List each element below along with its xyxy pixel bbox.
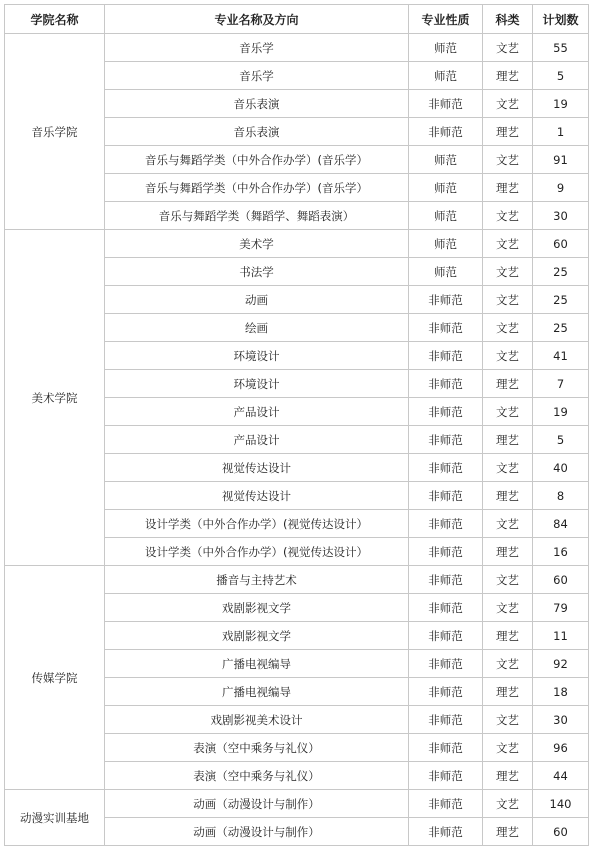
table-row <box>5 230 589 258</box>
category-cell: 文艺 <box>483 202 533 230</box>
nature-cell: 非师范 <box>409 510 483 538</box>
category-cell: 文艺 <box>483 566 533 594</box>
nature-cell: 非师范 <box>409 314 483 342</box>
college-name-cell: 音乐学院 <box>5 34 105 230</box>
quota-cell: 19 <box>533 398 589 426</box>
major-cell: 绘画 <box>105 314 409 342</box>
category-cell: 文艺 <box>483 510 533 538</box>
header-nature: 专业性质 <box>409 5 483 34</box>
header-category: 科类 <box>483 5 533 34</box>
quota-cell: 41 <box>533 342 589 370</box>
table-body <box>5 34 589 846</box>
header-major: 专业名称及方向 <box>105 5 409 34</box>
category-cell: 文艺 <box>483 258 533 286</box>
table-row <box>5 566 589 594</box>
header-quota: 计划数 <box>533 5 589 34</box>
major-cell: 表演（空中乘务与礼仪） <box>105 734 409 762</box>
major-cell: 表演（空中乘务与礼仪） <box>105 762 409 790</box>
nature-cell: 非师范 <box>409 622 483 650</box>
nature-cell: 非师范 <box>409 762 483 790</box>
nature-cell: 师范 <box>409 34 483 62</box>
nature-cell: 非师范 <box>409 594 483 622</box>
header-row <box>5 5 589 34</box>
category-cell: 理艺 <box>483 426 533 454</box>
quota-cell: 92 <box>533 650 589 678</box>
nature-cell: 非师范 <box>409 426 483 454</box>
major-cell: 广播电视编导 <box>105 650 409 678</box>
quota-cell: 55 <box>533 34 589 62</box>
major-cell: 美术学 <box>105 230 409 258</box>
category-cell: 理艺 <box>483 370 533 398</box>
nature-cell: 非师范 <box>409 398 483 426</box>
major-cell: 音乐与舞蹈学类（中外合作办学）(音乐学） <box>105 174 409 202</box>
nature-cell: 师范 <box>409 258 483 286</box>
major-cell: 动画 <box>105 286 409 314</box>
quota-cell: 8 <box>533 482 589 510</box>
table-header <box>5 5 589 34</box>
nature-cell: 非师范 <box>409 90 483 118</box>
table-row <box>5 790 589 818</box>
major-cell: 戏剧影视文学 <box>105 594 409 622</box>
nature-cell: 师范 <box>409 230 483 258</box>
major-cell: 音乐表演 <box>105 90 409 118</box>
category-cell: 文艺 <box>483 594 533 622</box>
nature-cell: 非师范 <box>409 706 483 734</box>
category-cell: 理艺 <box>483 62 533 90</box>
major-cell: 动画（动漫设计与制作） <box>105 790 409 818</box>
major-cell: 视觉传达设计 <box>105 454 409 482</box>
category-cell: 理艺 <box>483 118 533 146</box>
category-cell: 文艺 <box>483 734 533 762</box>
major-cell: 音乐学 <box>105 34 409 62</box>
nature-cell: 非师范 <box>409 118 483 146</box>
major-cell: 音乐表演 <box>105 118 409 146</box>
major-cell: 音乐与舞蹈学类（舞蹈学、舞蹈表演） <box>105 202 409 230</box>
college-name-cell: 传媒学院 <box>5 566 105 790</box>
quota-cell: 91 <box>533 146 589 174</box>
nature-cell: 非师范 <box>409 566 483 594</box>
major-cell: 动画（动漫设计与制作） <box>105 818 409 846</box>
category-cell: 文艺 <box>483 650 533 678</box>
major-cell: 产品设计 <box>105 398 409 426</box>
nature-cell: 非师范 <box>409 342 483 370</box>
quota-cell: 60 <box>533 566 589 594</box>
quota-cell: 30 <box>533 706 589 734</box>
quota-cell: 25 <box>533 258 589 286</box>
nature-cell: 非师范 <box>409 818 483 846</box>
quota-cell: 30 <box>533 202 589 230</box>
quota-cell: 7 <box>533 370 589 398</box>
nature-cell: 非师范 <box>409 650 483 678</box>
quota-cell: 18 <box>533 678 589 706</box>
quota-cell: 25 <box>533 314 589 342</box>
college-name-cell: 美术学院 <box>5 230 105 566</box>
nature-cell: 非师范 <box>409 734 483 762</box>
nature-cell: 非师范 <box>409 286 483 314</box>
category-cell: 文艺 <box>483 286 533 314</box>
header-college: 学院名称 <box>5 5 105 34</box>
nature-cell: 非师范 <box>409 790 483 818</box>
major-cell: 戏剧影视文学 <box>105 622 409 650</box>
quota-cell: 79 <box>533 594 589 622</box>
major-cell: 音乐学 <box>105 62 409 90</box>
major-cell: 设计学类（中外合作办学）(视觉传达设计） <box>105 510 409 538</box>
nature-cell: 师范 <box>409 146 483 174</box>
category-cell: 理艺 <box>483 622 533 650</box>
category-cell: 文艺 <box>483 790 533 818</box>
major-cell: 书法学 <box>105 258 409 286</box>
category-cell: 理艺 <box>483 678 533 706</box>
nature-cell: 非师范 <box>409 678 483 706</box>
major-cell: 视觉传达设计 <box>105 482 409 510</box>
category-cell: 理艺 <box>483 482 533 510</box>
major-cell: 戏剧影视美术设计 <box>105 706 409 734</box>
quota-cell: 25 <box>533 286 589 314</box>
table-row <box>5 34 589 62</box>
nature-cell: 师范 <box>409 62 483 90</box>
nature-cell: 非师范 <box>409 538 483 566</box>
nature-cell: 非师范 <box>409 370 483 398</box>
nature-cell: 师范 <box>409 202 483 230</box>
major-cell: 环境设计 <box>105 342 409 370</box>
quota-cell: 11 <box>533 622 589 650</box>
category-cell: 文艺 <box>483 314 533 342</box>
quota-cell: 140 <box>533 790 589 818</box>
quota-cell: 84 <box>533 510 589 538</box>
quota-cell: 19 <box>533 90 589 118</box>
category-cell: 理艺 <box>483 762 533 790</box>
college-name-cell: 动漫实训基地 <box>5 790 105 846</box>
category-cell: 文艺 <box>483 34 533 62</box>
nature-cell: 非师范 <box>409 454 483 482</box>
category-cell: 理艺 <box>483 538 533 566</box>
category-cell: 文艺 <box>483 398 533 426</box>
major-cell: 环境设计 <box>105 370 409 398</box>
major-cell: 音乐与舞蹈学类（中外合作办学）(音乐学） <box>105 146 409 174</box>
quota-cell: 5 <box>533 62 589 90</box>
major-cell: 设计学类（中外合作办学）(视觉传达设计） <box>105 538 409 566</box>
quota-cell: 40 <box>533 454 589 482</box>
quota-cell: 9 <box>533 174 589 202</box>
major-cell: 播音与主持艺术 <box>105 566 409 594</box>
quota-cell: 5 <box>533 426 589 454</box>
nature-cell: 非师范 <box>409 482 483 510</box>
major-cell: 广播电视编导 <box>105 678 409 706</box>
category-cell: 理艺 <box>483 174 533 202</box>
quota-cell: 60 <box>533 818 589 846</box>
quota-cell: 1 <box>533 118 589 146</box>
nature-cell: 师范 <box>409 174 483 202</box>
category-cell: 文艺 <box>483 454 533 482</box>
category-cell: 文艺 <box>483 90 533 118</box>
major-cell: 产品设计 <box>105 426 409 454</box>
quota-cell: 96 <box>533 734 589 762</box>
category-cell: 理艺 <box>483 818 533 846</box>
category-cell: 文艺 <box>483 706 533 734</box>
category-cell: 文艺 <box>483 342 533 370</box>
quota-cell: 16 <box>533 538 589 566</box>
quota-cell: 60 <box>533 230 589 258</box>
category-cell: 文艺 <box>483 146 533 174</box>
enrollment-plan-table <box>4 4 589 846</box>
category-cell: 文艺 <box>483 230 533 258</box>
quota-cell: 44 <box>533 762 589 790</box>
